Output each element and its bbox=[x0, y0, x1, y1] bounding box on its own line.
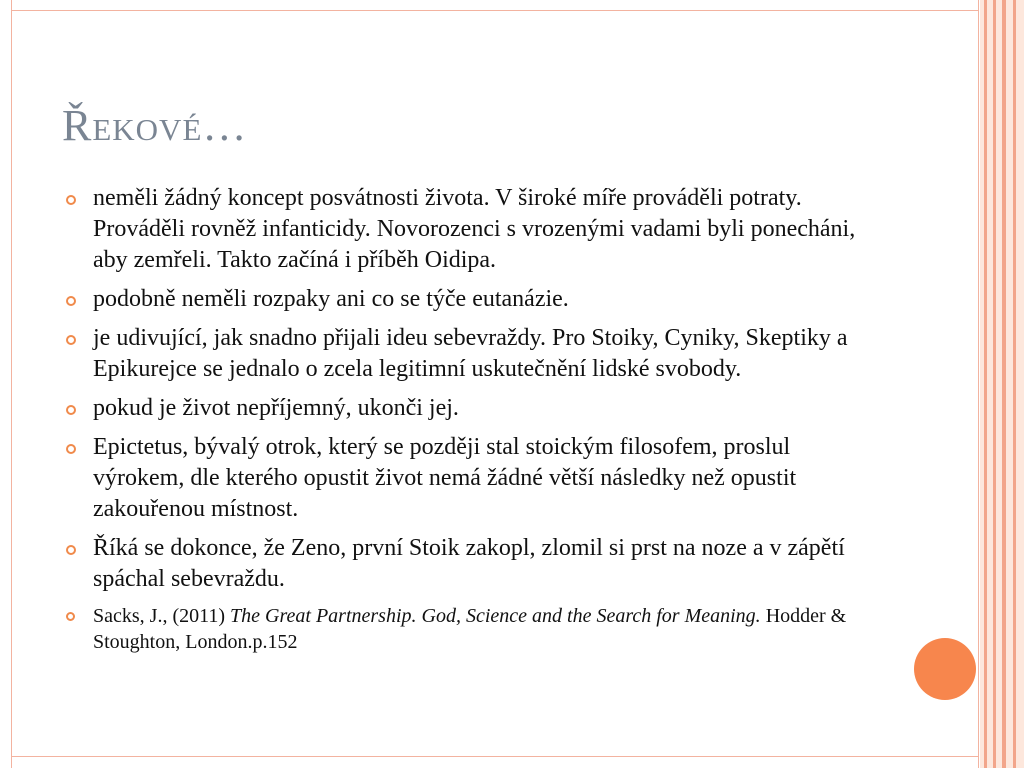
frame-left-line bbox=[11, 0, 12, 768]
list-item bbox=[62, 183, 882, 276]
list-item bbox=[62, 323, 882, 385]
bullet-ring-icon bbox=[66, 612, 75, 621]
citation-suffix: Hodder & Stoughton, London.p.152 bbox=[93, 605, 847, 653]
frame-top-line bbox=[11, 10, 978, 11]
bullet-text: je udivující, jak snadno přijali ideu sebevraždy. Pro Stoiky, Cyniky, Skeptiky a Epikurejce se jednalo o zcela legitimní uskutečnění lidské svobody. bbox=[93, 325, 848, 382]
bullet-text: neměli žádný koncept posvátnosti života. V široké míře prováděli potraty. Prováděli rovněž infanticidy. Novorozenci s vrozenými vadami byli ponecháni, aby zemřeli. Takto začíná i příběh Oidipa. bbox=[93, 185, 856, 273]
bullet-ring-icon bbox=[66, 296, 76, 306]
list-item bbox=[62, 393, 882, 424]
decorative-stripe bbox=[1013, 0, 1016, 768]
bullet-ring-icon bbox=[66, 545, 76, 555]
citation-title: The Great Partnership. God, Science and the Search for Meaning. bbox=[230, 605, 761, 627]
frame-right-line bbox=[978, 0, 979, 768]
bullet-ring-icon bbox=[66, 335, 76, 345]
bullet-list bbox=[62, 183, 882, 663]
bullet-text: pokud je život nepříjemný, ukonči jej. bbox=[93, 395, 459, 421]
bullet-ring-icon bbox=[66, 444, 76, 454]
decorative-stripe-band bbox=[980, 0, 1024, 768]
citation-item bbox=[62, 603, 882, 655]
list-item bbox=[62, 284, 882, 315]
bullet-text: Říká se dokonce, že Zeno, první Stoik zakopl, zlomil si prst na noze a v zápětí spáchal sebevraždu. bbox=[93, 535, 845, 592]
decorative-stripe bbox=[1002, 0, 1006, 768]
list-item bbox=[62, 432, 882, 525]
citation-prefix: Sacks, J., (2011) bbox=[93, 605, 231, 627]
bullet-ring-icon bbox=[66, 195, 76, 205]
decorative-stripe bbox=[984, 0, 987, 768]
frame-bottom-line bbox=[11, 756, 978, 757]
slide-title: Řekové… bbox=[62, 101, 248, 150]
decorative-stripe bbox=[993, 0, 996, 768]
accent-circle bbox=[914, 638, 976, 700]
bullet-text: Epictetus, bývalý otrok, který se později stal stoickým filosofem, proslul výrokem, dle kterého opustit život nemá žádné větší následky než opustit zakouřenou místnost. bbox=[93, 434, 797, 522]
bullet-ring-icon bbox=[66, 405, 76, 415]
list-item bbox=[62, 533, 882, 595]
bullet-text: podobně neměli rozpaky ani co se týče eutanázie. bbox=[93, 286, 569, 312]
